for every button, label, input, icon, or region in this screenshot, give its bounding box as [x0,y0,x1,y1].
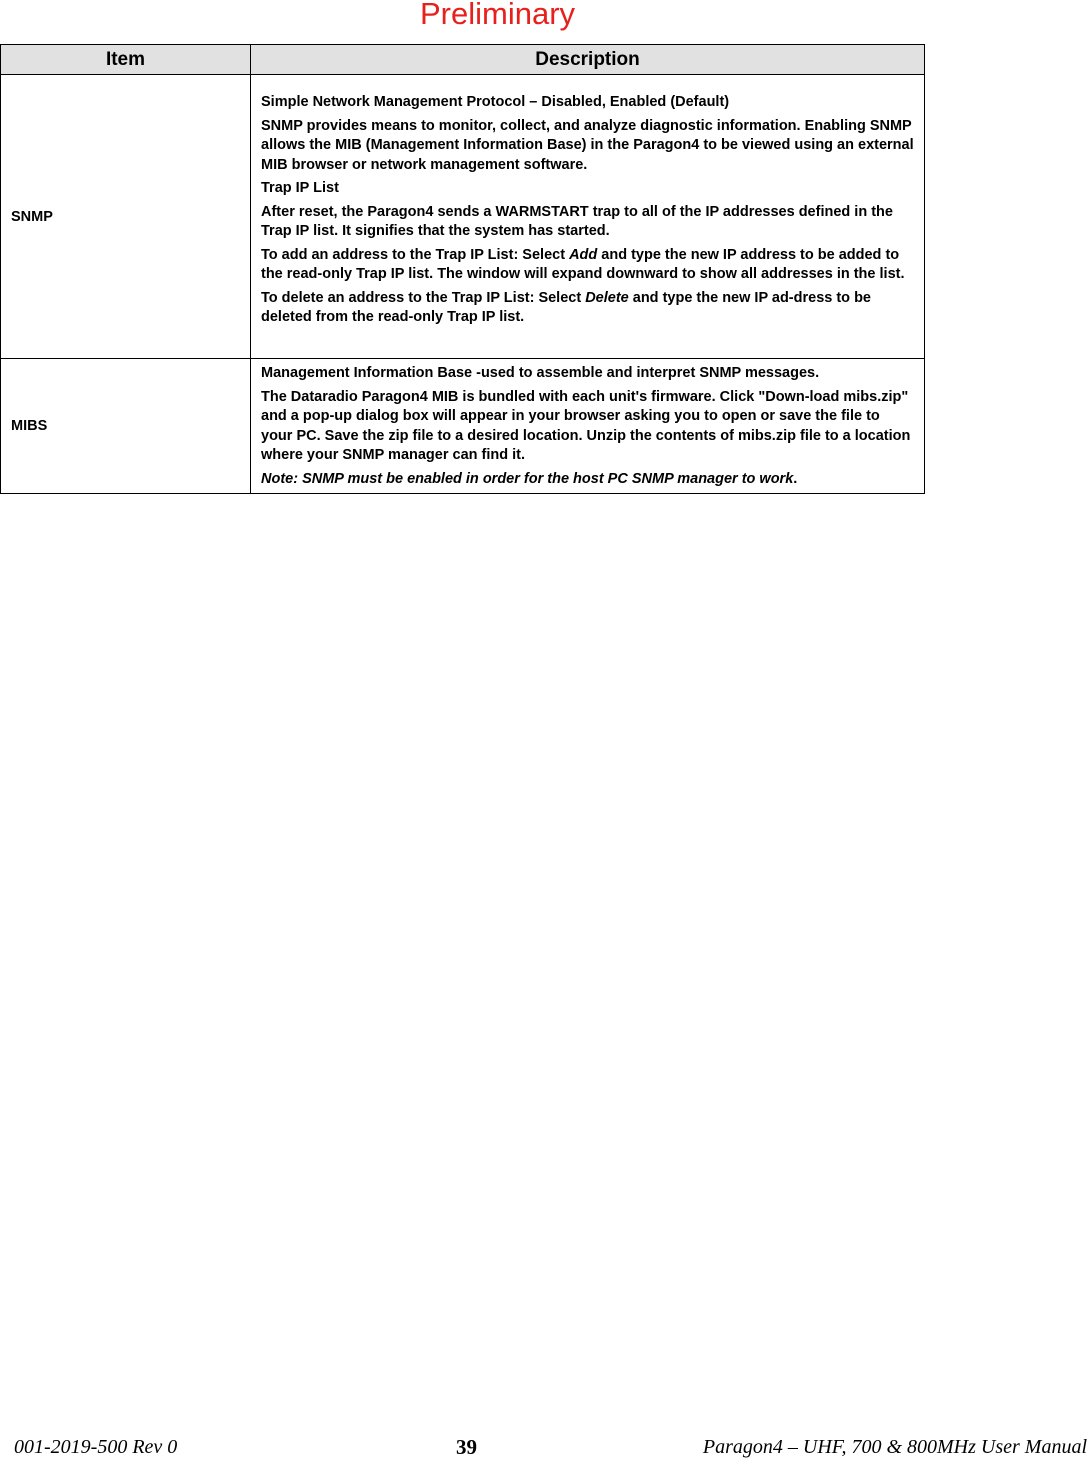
add-address-instructions [261,246,914,285]
delete-address-instructions [261,289,914,328]
description-cell-snmp [251,75,925,359]
snmp-overview: SNMP provides means to monitor, collect, and analyze diagnostic information. Enabling SNMP allows the MIB (Management Information Base) in the Paragon4 to be viewed using an external MIB browser or network management software. [261,117,914,173]
item-cell-mibs: MIBS [1,359,251,494]
note-period: . [793,470,798,487]
trap-ip-list-info: After reset, the Paragon4 sends a WARMSTART trap to all of the IP addresses defined in the Trap IP list. It signifies that the system has started. [261,203,893,239]
trap-ip-list-heading: Trap IP List [261,180,339,196]
delete-text-before: To delete an address to the Trap IP List: Select [261,289,586,306]
description-cell-mibs [251,359,925,494]
footer-doc-number: 001-2019-500 Rev 0 [14,1436,178,1458]
add-term: Add [569,246,598,263]
mibs-download-info: The Dataradio Paragon4 MIB is bundled with each unit's firmware. Click "Down-load mibs.zip" and a pop-up dialog box will appear in your browser asking you to open or save the file to your PC. Save the zip file to a desired location. Unzip the contents of mibs.zip file to a location where your SNMP manager can find it. [261,388,911,463]
table-header-row [1,45,925,75]
mibs-note [261,470,914,490]
item-cell-snmp: SNMP [1,75,251,359]
delete-term: Delete [585,289,629,306]
delete-text-after: and type the new IP ad-dress to be deleted from the read-only Trap IP list. [261,289,871,325]
note-text: Note: SNMP must be enabled in order for the host PC SNMP manager to work [261,470,794,487]
table-row-snmp [1,75,925,359]
preliminary-watermark: Preliminary [419,0,576,31]
mibs-summary: Management Information Base -used to assemble and interpret SNMP messages. [261,365,820,381]
footer-manual-title: Paragon4 – UHF, 700 & 800MHz User Manual [702,1436,1087,1458]
footer-page-number: 39 [456,1435,477,1459]
settings-table [0,44,925,494]
column-header-description: Description [251,45,925,75]
add-text-after: and type the new IP address to be added to the read-only Trap IP list. The window will expand downward to show all addresses in the list. [261,246,905,282]
add-text-before: To add an address to the Trap IP List: Select [261,246,570,263]
snmp-summary: Simple Network Management Protocol – Disabled, Enabled (Default) [261,94,730,110]
table-row-mibs [1,359,925,494]
column-header-item: Item [1,45,251,75]
